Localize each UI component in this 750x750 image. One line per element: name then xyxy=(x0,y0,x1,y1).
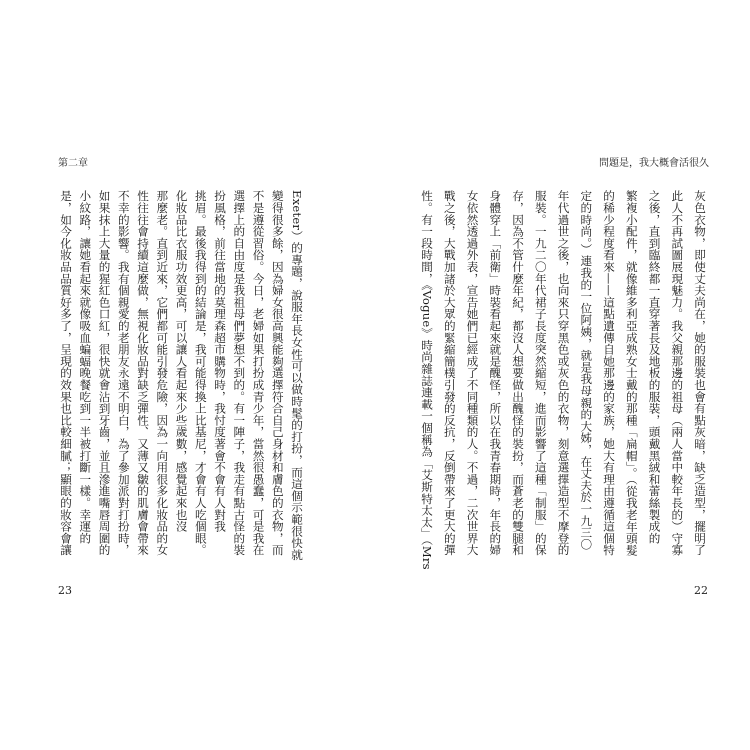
text-column: 小紋路，讓她看起來就像吸血蝙蝠晚餐吃到一半被打斷一樣。幸運的 xyxy=(78,190,93,544)
text-block xyxy=(419,190,707,570)
text-column: 定的時尚。）連我的一位阿姨，就是我母親的大姊，在丈夫於一九三〇 xyxy=(579,190,594,550)
text-column: 那麼老。直到近來，它們都可能引發危險，因為一向用很多化妝品的女 xyxy=(155,190,170,556)
text-column: 存，因為不管什麼年紀，都沒人想要做出醜怪的裝扮，而蒼老的雙腿和 xyxy=(511,190,525,556)
running-header: 問題是，我大概會活很久 xyxy=(599,158,709,169)
text-column: 繁複小配件，就像維多利亞成熟女士戴的那種「扁帽」。（從我老年頭髮 xyxy=(624,190,639,556)
text-column: 如果抹上大量的猩紅色口紅，很快就會沾到牙齒，並且滲進嘴唇周圍的 xyxy=(97,190,112,556)
text-column: 變得很多餘，因為婦女很高興能夠選擇符合自己身材和膚色的衣物，而 xyxy=(270,190,285,556)
text-column: 不幸的影響。我有個親愛的老朋友永遠不明白，為了參加派對打扮時， xyxy=(116,190,131,556)
text-column: 的稀少程度看來——這點遺傳自她那邊的家族，她大有理由遵循這個特 xyxy=(602,190,616,556)
text-block xyxy=(58,190,304,570)
text-column: 身體穿上「前衛」時裝看起來就是醜怪，所以在我青春期時，年長的婦 xyxy=(488,190,503,556)
text-column: 選擇上的自由度是我祖母們夢想不到的。有一陣子，我走有點古怪的裝 xyxy=(232,190,247,556)
text-column: 戰之後，大戰加諸於大眾的緊縮簡樸引發的反抗，反倒帶來了更大的彈 xyxy=(442,190,457,556)
page-number: 22 xyxy=(694,584,708,597)
text-column: 化妝品比衣服功效更高，可以讓人看起來少些歲數，感覺起來也沒 xyxy=(174,190,189,533)
right-page xyxy=(375,0,750,750)
text-column: 此人不再試圖展現魅力。我父親那邊的祖母（兩人當中較年長的）守寡 xyxy=(670,190,685,556)
text-column: 女依然透過外表，宣告她們已經成了不同種類的人。不過，二次世界大 xyxy=(465,190,480,556)
text-column: Exeter）的專題，說服年長女性可以做時髦的打扮，而這個示範很快就 xyxy=(290,190,304,561)
text-column: 是，如今化妝品品質好多了，呈現的效果也比較細膩；顯眼的妝容會讓 xyxy=(59,190,73,556)
text-column: 不是遵從習俗。今日，老婦如果打扮成青少年，當然很愚蠢，可是我在 xyxy=(251,190,266,556)
text-column: 之後，直到臨終都一直穿著長及地板的服裝，頭戴黑絨和蕾絲製成的 xyxy=(647,190,662,544)
text-column: 挑眉。最後我得到的結論是，我可能得換上比基尼，才會有人吃個眼。 xyxy=(193,190,208,556)
text-column: 服裝。一九二〇年代裙子長度突然縮短，進而影響了這種「制服」的保 xyxy=(533,190,548,556)
text-column: 年代過世之後，也向來只穿黑色或灰色的衣物，刻意選擇造型不摩登的 xyxy=(556,190,571,556)
page-number: 23 xyxy=(58,584,72,597)
text-column: 灰色衣物，即使丈夫尚在，她的服裝也會有點灰暗，缺乏造型，擺明了 xyxy=(693,190,707,556)
chapter-header: 第二章 xyxy=(58,158,88,169)
text-column: 性。有一段時間，《Vogue》時尚雜誌連載一個稱為「艾斯特太太」（Mrs xyxy=(420,190,434,570)
text-column: 性往往會持續這麼做，無視化妝品對缺乏彈性、又薄又皺的肌膚會帶來 xyxy=(136,190,150,556)
text-column: 扮風格，前往當地的莫理森超市購物時，我忖度著會不會有人對我 xyxy=(213,190,227,533)
